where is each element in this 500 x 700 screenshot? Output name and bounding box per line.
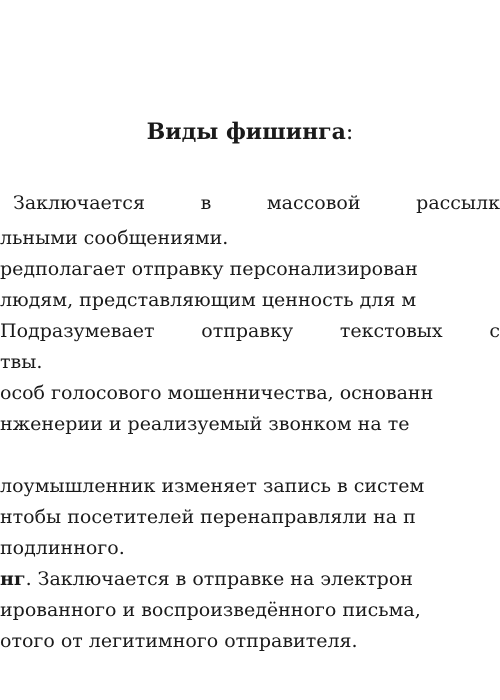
word: Заключается — [13, 192, 145, 214]
word: отправку — [201, 320, 294, 342]
word: с — [489, 320, 500, 342]
paragraph-line: твы. — [0, 351, 43, 373]
paragraph-line: льными сообщениями. — [0, 227, 229, 249]
paragraph-line — [13, 190, 500, 216]
heading-title: Виды фишинга — [146, 119, 346, 145]
word: текстовых — [339, 320, 443, 342]
paragraph-line — [0, 566, 413, 592]
paragraph-line: редполагает отправку персонализирован — [0, 258, 418, 280]
term-bold: нг — [0, 568, 26, 590]
paragraph-line: ированного и воспроизведённого письма, — [0, 599, 421, 621]
word: в — [200, 192, 212, 214]
paragraph-line: подлинного. — [0, 537, 125, 559]
word: Подразумевает — [0, 320, 155, 342]
document-heading — [0, 116, 500, 149]
paragraph-line — [0, 318, 500, 344]
word: массовой — [266, 192, 361, 214]
heading-colon: : — [345, 120, 354, 145]
line-text: . Заключается в отправке на электрон — [25, 568, 413, 590]
paragraph-line: нженерии и реализуемый звонком на те — [0, 413, 410, 435]
paragraph-line: особ голосового мошенничества, основанн — [0, 382, 434, 404]
paragraph-line: людям, представляющим ценность для м — [0, 289, 417, 311]
paragraph-line: отого от легитимного отправителя. — [0, 630, 358, 652]
paragraph-line: нтобы посетителей перенаправляли на п — [0, 506, 416, 528]
word: рассылк — [416, 192, 500, 214]
paragraph-line: лоумышленник изменяет запись в систем — [0, 475, 425, 497]
